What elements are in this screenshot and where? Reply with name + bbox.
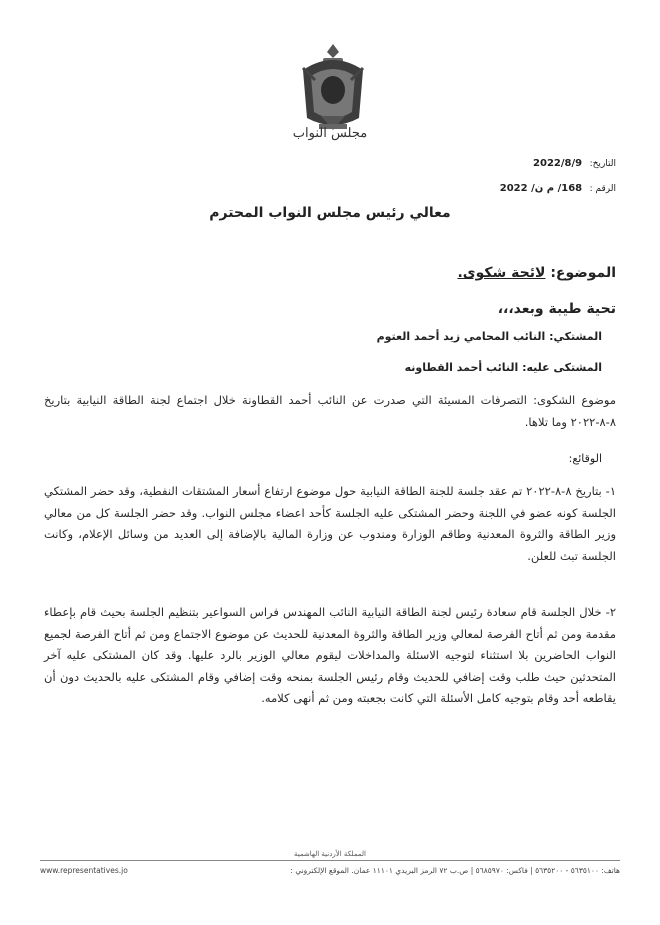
date-label: التاريخ: bbox=[589, 159, 616, 169]
facts-heading: الوقائع: bbox=[568, 452, 602, 465]
date-line bbox=[533, 158, 616, 169]
footer-website-link[interactable]: www.representatives.jo bbox=[40, 866, 128, 875]
addressee: معالي رئيس مجلس النواب المحترم bbox=[209, 205, 451, 221]
footer-org-name: المملكة الأردنية الهاشمية bbox=[293, 850, 367, 858]
reference-label: الرقم : bbox=[589, 184, 616, 194]
fact-2-paragraph: ٢- خلال الجلسة قام سعادة رئيس لجنة الطاقة النيابية النائب المهندس فراس السواعير بتنظيم الجلسة بحيث قام بإعطاء مقدمة ومن ثم أتاح الفرصة لمعالي وزير الطاقة والثروة المعدنية للحديث عن موضوع الاجتماع ومن ثم أتاح الفرصة لجميع النواب الحاضرين بلا استثناء لتوجيه الاسئلة والمداخلات ليقوم معالي الوزير بالرد عليها. وقد كان المشتكى عليه آخر المتحدثين حيث طلب وقت إضافي للحديث وقام رئيس الجلسة بمنحه وقت إضافي وقام المشتكى عليه بالحديث دون أن يقاطعه أحد وقام بتوجيه كامل الأسئلة التي كانت بجعبته ومن ثم أنهى كلامه. bbox=[44, 605, 616, 705]
reference-line bbox=[500, 183, 616, 194]
greeting: تحية طيبة وبعد،،، bbox=[497, 301, 616, 317]
footer-contact: هاتف: ٥٦٣٥١٠٠ - ٥٦٣٥٢٠٠ | فاكس: ٥٦٨٥٩٧٠ | ص.ب ٧٢ الرمز البريدي ١١١٠١ عمان. الموقع الإلكتروني : bbox=[290, 866, 620, 875]
subject-value: لائحة شكوى. bbox=[457, 265, 546, 281]
fact-1-paragraph: ١- بتاريخ ٨-٨-٢٠٢٢ تم عقد جلسة للجنة الطاقة النيابية حول موضوع ارتفاع أسعار المشتقات النفطية، وقد حضر المشتكي الجلسة كونه عضو في اللجنة وحضر المشتكى عليه الجلسة كأحد اعضاء مجلس النواب. وقد حضر الجلسة كل من معالي وزير الطاقة والثروة المعدنية وطاقم الوزارة ومندوب عن وزارة المالية بالإضافة إلى العديد من وسائل الإعلام، وكانت الجلسة تبث للعلن. bbox=[44, 484, 616, 563]
defendant: المشتكى عليه: النائب أحمد القطاونه bbox=[404, 361, 602, 374]
coat-of-arms-emblem bbox=[293, 40, 373, 136]
subject-label: الموضوع: bbox=[550, 265, 616, 281]
date-value: 2022/8/9 bbox=[533, 158, 583, 169]
council-name: مجلس النواب bbox=[292, 126, 368, 141]
complainant: المشتكي: النائب المحامي زيد أحمد العتوم bbox=[376, 330, 602, 343]
footer-divider bbox=[40, 860, 620, 861]
reference-value: 168/ م ن/ 2022 bbox=[499, 183, 583, 194]
intro-paragraph: موضوع الشكوى: التصرفات المسيئة التي صدرت عن النائب أحمد القطاونة خلال اجتماع لجنة الطاقة النيابية بتاريخ ٨-٨-٢٠٢٢ وما تلاها. bbox=[44, 393, 616, 429]
subject-line bbox=[457, 265, 616, 281]
